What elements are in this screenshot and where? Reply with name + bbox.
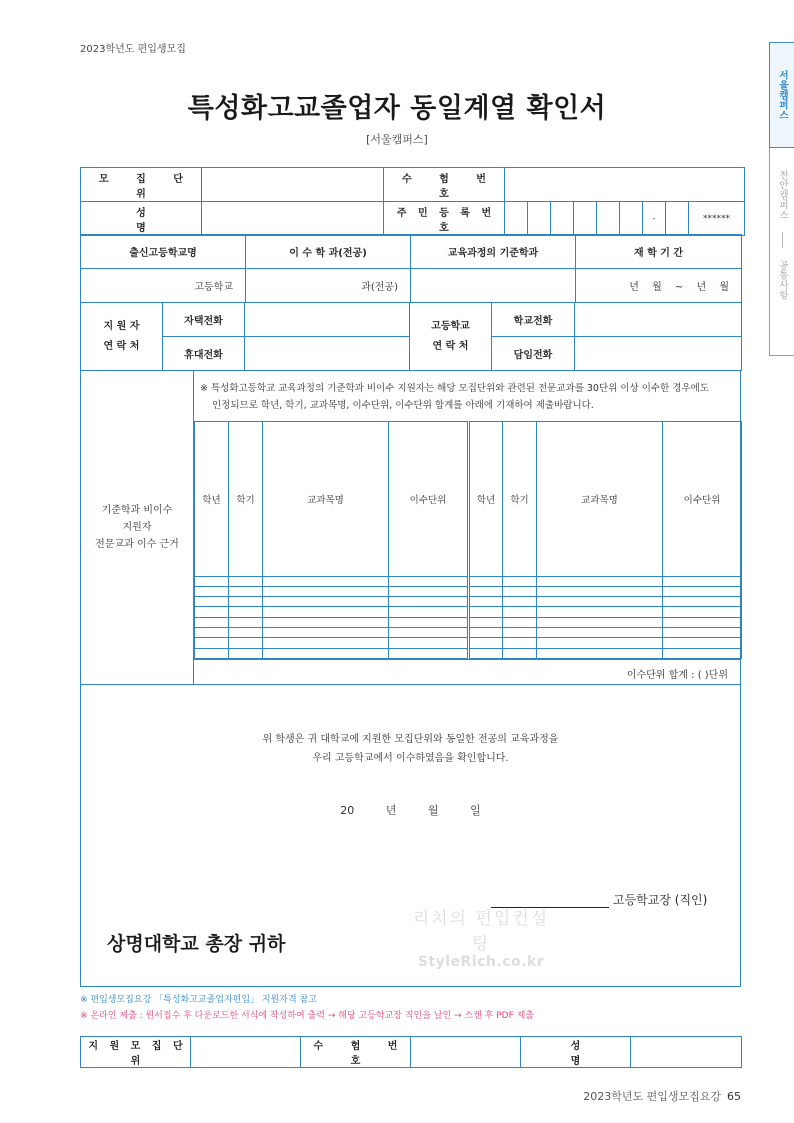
course-entry-cell[interactable]	[229, 597, 263, 607]
course-entry-cell[interactable]	[537, 628, 663, 638]
signature-line[interactable]	[491, 898, 609, 908]
standard-dept-header: 교육과정의 기준학과	[411, 235, 576, 269]
tab-divider	[782, 232, 783, 248]
course-entry-cell[interactable]	[663, 597, 742, 607]
course-entry-cell[interactable]	[229, 638, 263, 648]
course-entry-cell[interactable]	[503, 586, 537, 596]
course-entry-cell[interactable]	[389, 607, 469, 617]
addressee: 상명대학교 총장 귀하	[107, 933, 286, 955]
course-entry-cell[interactable]	[229, 586, 263, 596]
school-phone-input[interactable]	[575, 303, 742, 337]
course-entry-cell[interactable]	[263, 576, 389, 586]
side-tab-group	[769, 148, 794, 356]
name-label: 성 명	[81, 202, 202, 236]
bottom-name-label: 성 명	[521, 1037, 631, 1068]
course-entry-cell[interactable]	[263, 638, 389, 648]
bottom-name-input[interactable]	[631, 1037, 742, 1068]
school-info-table	[80, 234, 742, 303]
course-note-line-2: 인정되므로 학년, 학기, 교과목명, 이수단위, 이수단위 합계를 아래에 기재하여 제출바랍니다.	[212, 400, 594, 411]
course-entry-cell[interactable]	[469, 597, 503, 607]
course-basis-label	[81, 371, 194, 685]
course-table	[194, 421, 742, 659]
page-subtitle: [서울캠퍼스]	[366, 133, 428, 146]
header-note: 2023학년도 편입생모집	[80, 44, 186, 55]
course-entry-cell[interactable]	[503, 576, 537, 586]
course-entry-row	[195, 576, 742, 586]
course-entry-cell[interactable]	[537, 597, 663, 607]
applicant-contact-label-2: 연 락 처	[103, 340, 140, 352]
watermark	[406, 904, 556, 970]
course-entry-cell[interactable]	[469, 628, 503, 638]
major-header: 이 수 학 과(전공)	[246, 235, 411, 269]
period-header: 재 학 기 간	[576, 235, 742, 269]
tab-seoul-label: 서울캠퍼스	[777, 70, 788, 120]
resident-dash: -	[643, 202, 666, 236]
course-entry-cell[interactable]	[263, 597, 389, 607]
course-entry-cell[interactable]	[663, 648, 742, 658]
resident-mask: ******	[689, 202, 745, 236]
course-entry-cell[interactable]	[195, 597, 229, 607]
course-entry-cell[interactable]	[229, 607, 263, 617]
bottom-exam-label: 수 험 번 호	[301, 1037, 411, 1068]
course-entry-cell[interactable]	[263, 617, 389, 627]
course-note-line-1: ※ 특성화고등학교 교육과정의 기준학과 비이수 지원자는 해당 모집단위와 관련된 전문교과를 30단위 이상 이수한 경우에도	[200, 383, 709, 394]
course-basis-label-3: 전문교과 이수 근거	[95, 539, 179, 550]
bottom-unit-label: 지 원 모 집 단 위	[81, 1037, 191, 1068]
course-entry-cell[interactable]	[263, 607, 389, 617]
course-header-cell: 학년	[195, 422, 229, 577]
course-entry-cell[interactable]	[469, 607, 503, 617]
bottom-unit-input[interactable]	[191, 1037, 301, 1068]
date-month: 월	[427, 804, 439, 817]
footnote-1: ※ 편입생모집요강 「특성화고교졸업자편입」 지원자격 참고	[80, 995, 317, 1005]
confirmation-line-2: 우리 고등학교에서 이수하였음을 확인합니다.	[312, 753, 509, 764]
course-entry-cell[interactable]	[663, 638, 742, 648]
home-phone-label: 자택전화	[163, 303, 245, 337]
course-entry-cell[interactable]	[389, 576, 469, 586]
course-entry-cell[interactable]	[389, 638, 469, 648]
page-number: 65	[727, 1090, 741, 1103]
course-header-cell: 학기	[503, 422, 537, 577]
major-input[interactable]: 과(전공)	[246, 269, 411, 303]
course-entry-cell[interactable]	[389, 648, 469, 658]
course-table-wrap	[194, 421, 740, 659]
course-entry-cell[interactable]	[389, 617, 469, 627]
course-entry-cell[interactable]	[195, 638, 229, 648]
course-entry-row	[195, 617, 742, 627]
course-entry-cell[interactable]	[195, 576, 229, 586]
date-prefix: 20	[340, 804, 355, 817]
confirmation-text	[81, 730, 740, 768]
course-note	[194, 371, 740, 421]
course-entry-cell[interactable]	[537, 617, 663, 627]
course-entry-cell[interactable]	[469, 638, 503, 648]
course-entry-cell[interactable]	[663, 607, 742, 617]
period-input[interactable]: 년 월 ~ 년 월	[576, 269, 742, 303]
tab-cheonan-campus[interactable]: 천안캠퍼스	[777, 170, 788, 220]
unit-label: 모 집 단 위	[81, 168, 202, 202]
name-input[interactable]	[202, 202, 384, 236]
course-entry-cell[interactable]	[537, 607, 663, 617]
course-entry-cell[interactable]	[469, 586, 503, 596]
resident-digit[interactable]	[528, 202, 551, 236]
resident-digit[interactable]	[597, 202, 620, 236]
course-entry-cell[interactable]	[195, 628, 229, 638]
resident-digit[interactable]	[620, 202, 643, 236]
resident-no-label: 주 민 등 록 번 호	[384, 202, 505, 236]
course-entry-cell[interactable]	[537, 648, 663, 658]
watermark-line-2: StyleRich.co.kr	[417, 954, 545, 970]
course-entry-cell[interactable]	[389, 628, 469, 638]
course-header-row	[195, 422, 742, 577]
standard-dept-input[interactable]	[411, 269, 576, 303]
home-phone-input[interactable]	[245, 303, 410, 337]
course-entry-cell[interactable]	[537, 576, 663, 586]
tab-common[interactable]: 공통사항	[777, 260, 788, 300]
exam-no-label: 수 험 번 호	[384, 168, 505, 202]
course-entry-row	[195, 628, 742, 638]
date-year: 년	[385, 804, 397, 817]
course-entry-cell[interactable]	[663, 576, 742, 586]
course-entry-row	[195, 638, 742, 648]
course-entry-row	[195, 607, 742, 617]
course-header-cell: 학년	[469, 422, 503, 577]
footer-text: 2023학년도 편입생모집요강	[583, 1090, 721, 1103]
contact-table	[80, 302, 742, 371]
course-entry-cell[interactable]	[229, 648, 263, 658]
course-entry-cell[interactable]	[195, 607, 229, 617]
course-entry-cell[interactable]	[229, 617, 263, 627]
page-footer	[583, 1088, 741, 1104]
footnote-2: ※ 온라인 제출 : 원서접수 후 다운로드한 서식에 작성하여 출력 → 해당 고등학교장 직인을 날인 → 스캔 후 PDF 제출	[80, 1011, 535, 1021]
exam-no-input[interactable]	[505, 168, 745, 202]
resident-digit[interactable]	[574, 202, 597, 236]
course-entry-cell[interactable]	[263, 628, 389, 638]
course-basis-label-1: 기준학과 비이수	[101, 505, 173, 516]
resident-digit[interactable]	[666, 202, 689, 236]
confirmation-line-1: 위 학생은 귀 대학교에 지원한 모집단위와 동일한 전공의 교육과정을	[262, 734, 559, 745]
school-contact-label-2: 연 락 처	[432, 340, 469, 352]
mobile-phone-input[interactable]	[245, 337, 410, 371]
course-entry-cell[interactable]	[195, 617, 229, 627]
course-entry-cell[interactable]	[229, 576, 263, 586]
course-entry-cell[interactable]	[229, 628, 263, 638]
course-entry-cell[interactable]	[663, 628, 742, 638]
course-entry-cell[interactable]	[469, 576, 503, 586]
course-entry-cell[interactable]	[537, 586, 663, 596]
applicant-contact-label	[81, 303, 163, 371]
course-entry-cell[interactable]	[537, 638, 663, 648]
course-entry-cell[interactable]	[263, 648, 389, 658]
mobile-phone-label: 휴대전화	[163, 337, 245, 371]
teacher-phone-input[interactable]	[575, 337, 742, 371]
date-day: 일	[470, 804, 481, 817]
course-entry-cell[interactable]	[469, 617, 503, 627]
course-entry-cell[interactable]	[503, 648, 537, 658]
page-title: 특성화고교졸업자 동일계열 확인서	[187, 93, 607, 124]
course-header-cell: 이수단위	[663, 422, 742, 577]
course-entry-cell[interactable]	[503, 617, 537, 627]
watermark-line-1: 리치의 편입컨설팅	[412, 909, 550, 954]
applicant-info-table	[80, 167, 745, 236]
course-header-cell: 학기	[229, 422, 263, 577]
course-entry-cell[interactable]	[195, 648, 229, 658]
bottom-applicant-table	[80, 1036, 742, 1068]
course-entry-row	[195, 586, 742, 596]
date-line	[81, 802, 740, 818]
bottom-exam-input[interactable]	[411, 1037, 521, 1068]
course-header-cell: 이수단위	[389, 422, 469, 577]
course-entry-cell[interactable]	[263, 586, 389, 596]
main-form-box	[80, 370, 741, 987]
unit-total: 이수단위 합계 : ( )단위	[194, 659, 740, 685]
course-entry-cell[interactable]	[195, 586, 229, 596]
course-entry-cell[interactable]	[503, 607, 537, 617]
resident-digit[interactable]	[551, 202, 574, 236]
course-entry-cell[interactable]	[663, 617, 742, 627]
course-entry-cell[interactable]	[389, 597, 469, 607]
school-contact-label	[410, 303, 492, 371]
course-entry-cell[interactable]	[469, 648, 503, 658]
course-entry-cell[interactable]	[389, 586, 469, 596]
applicant-contact-label-1: 지 원 자	[103, 320, 140, 332]
signature-label: 고등학교장 (직인)	[613, 893, 708, 907]
course-entry-row	[195, 648, 742, 658]
unit-input[interactable]	[202, 168, 384, 202]
course-header-cell: 교과목명	[537, 422, 663, 577]
school-phone-label: 학교전화	[492, 303, 575, 337]
course-entry-row	[195, 597, 742, 607]
course-entry-cell[interactable]	[503, 628, 537, 638]
course-entry-cell[interactable]	[663, 586, 742, 596]
teacher-phone-label: 담임전화	[492, 337, 575, 371]
school-name-header: 출신고등학교명	[81, 235, 246, 269]
course-header-cell: 교과목명	[263, 422, 389, 577]
resident-digit[interactable]	[505, 202, 528, 236]
school-contact-label-1: 고등학교	[431, 320, 470, 332]
course-basis-label-2: 지원자	[122, 522, 152, 533]
course-entry-cell[interactable]	[503, 597, 537, 607]
course-entry-cell[interactable]	[503, 638, 537, 648]
school-name-input[interactable]: 고등학교	[81, 269, 246, 303]
